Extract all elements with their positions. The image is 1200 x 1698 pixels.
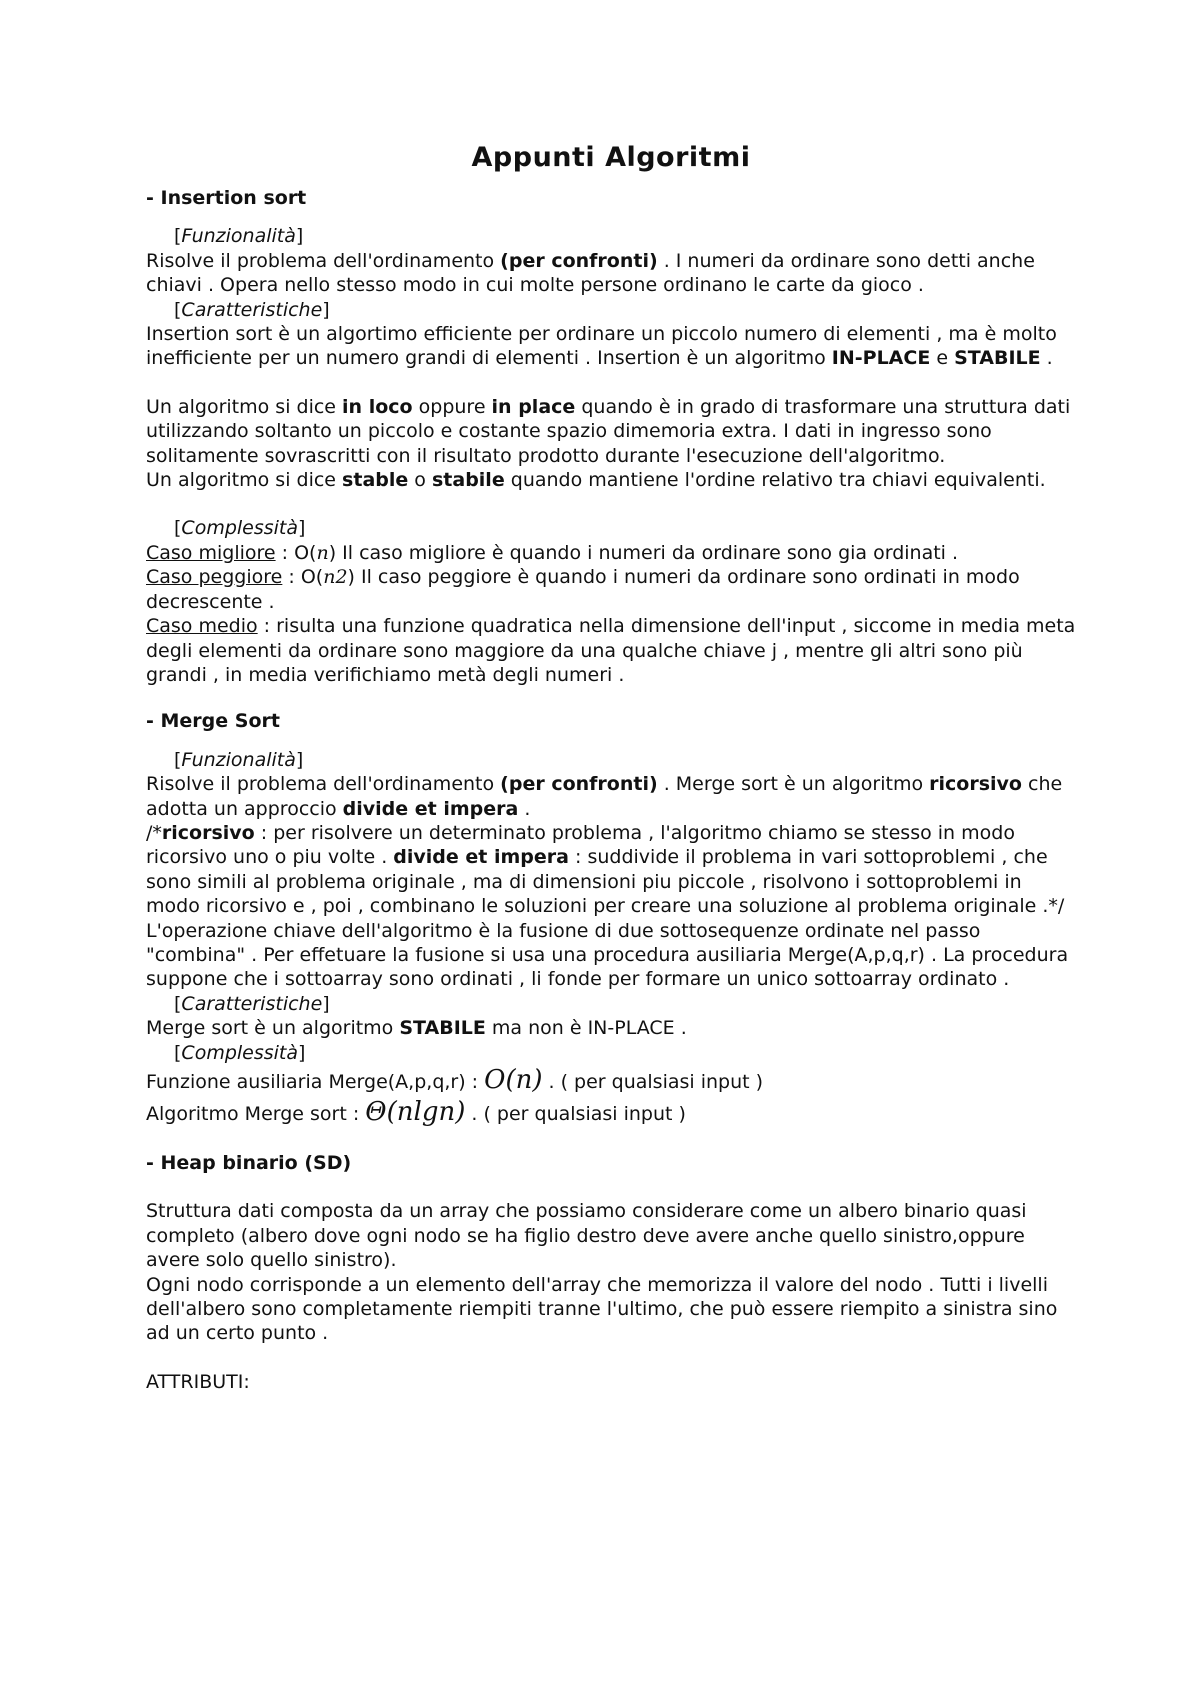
document-page — [146, 140, 1076, 1394]
line-caso-medio: Caso medio : risulta una funzione quadratica nella dimensione dell'input , siccome in media meta degli elementi da ordinare sono maggiore da una qualche chiave j , mentre gli altri sono più grandi , in media verifichiamo metà degli numeri . — [146, 615, 1076, 686]
paragraph-merge-caratteristiche: Merge sort è un algoritmo STABILE ma non è IN-PLACE . — [146, 1017, 687, 1040]
paragraph-merge-funzionalita: Risolve il problema dell'ordinamento (per confronti) . Merge sort è un algoritmo ricorsivo che adotta un approccio divide et impera . — [146, 773, 1063, 820]
label-attributi: ATTRIBUTI: — [146, 1370, 250, 1393]
section-heading-heap-binario: - Heap binario (SD) — [146, 1152, 352, 1174]
subheading-caratteristiche: [Caratteristiche] — [174, 298, 330, 321]
paragraph-ricorsivo-note: /*ricorsivo : per risolvere un determinato problema , l'algoritmo chiamo se stesso in modo ricorsivo uno o piu volte . divide et impera : suddivide il problema in vari sottoproblemi , che sono simili al problema originale , ma di dimensioni piu piccole , risolvono i sottoproblemi in modo ricorsivo e , poi , combinano le soluzioni per creare una soluzione al problema originale .*/ — [146, 821, 1065, 918]
paragraph-stable-definition: Un algoritmo si dice stable o stabile quando mantiene l'ordine relativo tra chiavi equivalenti. — [146, 469, 1046, 492]
paragraph-heap-definition: Struttura dati composta da un array che possiamo considerare come un albero binario quasi completo (albero dove ogni nodo se ha figlio destro deve avere anche quello sinistro,oppure avere solo quello sinistro). — [146, 1200, 1027, 1272]
subheading-funzionalita: [Funzionalità] — [174, 225, 304, 248]
paragraph-insertion-caratteristiche: Insertion sort è un algortimo efficiente per ordinare un piccolo numero di elementi , ma è molto inefficiente per un numero grandi di elementi . Insertion è un algoritmo IN-PLACE e STABILE . — [146, 323, 1057, 370]
line-caso-peggiore: Caso peggiore : O(n2) Il caso peggiore è quando i numeri da ordinare sono ordinati in modo decrescente . — [146, 566, 1020, 613]
line-caso-migliore: Caso migliore : O(n) Il caso migliore è quando i numeri da ordinare sono gia ordinati . — [146, 541, 959, 564]
document-title: Appunti Algoritmi — [471, 142, 751, 173]
section-heading-insertion-sort: - Insertion sort — [146, 187, 307, 209]
subheading-complessita: [Complessità] — [174, 517, 306, 540]
paragraph-in-place-definition: Un algoritmo si dice in loco oppure in place quando è in grado di trasformare una struttura dati utilizzando soltanto un piccolo e costante spazio dimemoria extra. I dati in ingresso sono solitamente sovrascritti con il risultato prodotto durante l'esecuzione dell'algoritmo. — [146, 395, 1071, 467]
paragraph-insertion-funzionalita: Risolve il problema dell'ordinamento (per confronti) . I numeri da ordinare sono detti anche chiavi . Opera nello stesso modo in cui molte persone ordinano le carte da gioco . — [146, 249, 1035, 297]
line-merge-aux-complexity: Funzione ausiliaria Merge(A,p,q,r) : O(n) . ( per qualsiasi input ) — [146, 1065, 764, 1095]
subheading-funzionalita: [Funzionalità] — [174, 748, 304, 771]
subheading-complessita: [Complessità] — [174, 1041, 306, 1064]
line-merge-sort-complexity: Algoritmo Merge sort : Θ(nlgn) . ( per qualsiasi input ) — [146, 1097, 686, 1127]
paragraph-heap-nodes: Ogni nodo corrisponde a un elemento dell'array che memorizza il valore del nodo . Tutti i livelli dell'albero sono completamente riempiti tranne l'ultimo, che può essere riempito a sinistra sino ad un certo punto . — [146, 1273, 1058, 1345]
section-heading-merge-sort: - Merge Sort — [146, 710, 280, 733]
subheading-caratteristiche: [Caratteristiche] — [174, 992, 330, 1015]
paragraph-merge-operation: L'operazione chiave dell'algoritmo è la fusione di due sottosequenze ordinate nel passo "combina" . Per effetuare la fusione si usa una procedura ausiliaria Merge(A,p,q,r) . La procedura suppone che i sottoarray sono ordinati , li fonde per formare un unico sottoarray ordinato . — [146, 919, 1069, 991]
